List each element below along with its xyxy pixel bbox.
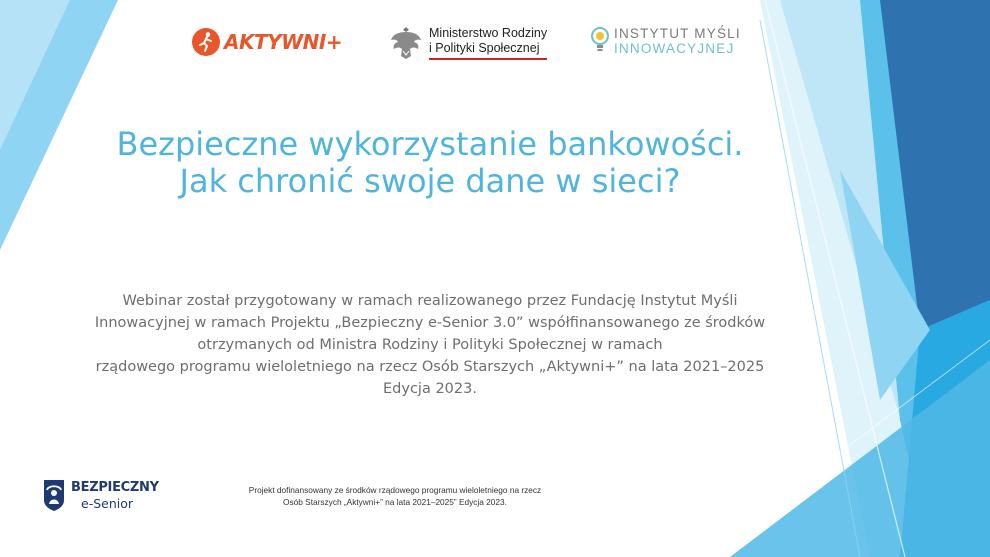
- aktywni-wordmark: AKTYWNI+: [224, 30, 343, 54]
- eagle-emblem-icon: [389, 24, 423, 62]
- description-line: otrzymanych od Ministra Rodziny i Polityki Społecznej w ramach: [197, 337, 663, 353]
- esenior-text: e-Senior: [81, 495, 134, 511]
- institute-name: [614, 26, 741, 56]
- slide-title: [70, 126, 790, 200]
- bezpieczny-text: BEZPIECZNY: [71, 479, 159, 495]
- ministry-name-line1: Ministerstwo Rodziny: [429, 26, 548, 40]
- shield-person-icon: [42, 478, 66, 512]
- ministry-name-line2: i Polityki Społecznej: [429, 41, 540, 55]
- ministry-logo: [389, 24, 547, 62]
- institute-logo: [590, 26, 741, 56]
- bezpieczny-esenior-logo: [42, 478, 159, 512]
- funding-footnote: [210, 484, 580, 508]
- description-line: Innowacyjnej w ramach Projektu „Bezpieczny e-Senior 3.0” współfinansowanego ze środków: [94, 315, 766, 331]
- footnote-line2: Osób Starszych „Aktywni+” na lata 2021–2025” Edycja 2023.: [283, 497, 507, 507]
- lightbulb-icon: [590, 26, 610, 56]
- logo-bar: [0, 22, 990, 72]
- running-figure-icon: [192, 28, 220, 56]
- webinar-description: [70, 290, 790, 400]
- ministry-name: [429, 26, 547, 60]
- slide-title-line1: Bezpieczne wykorzystanie bankowości.: [116, 125, 744, 163]
- description-line: Webinar został przygotowany w ramach realizowanego przez Fundację Instytut Myśli: [122, 293, 738, 309]
- bezpieczny-esenior-text: [71, 480, 159, 511]
- institute-name-line1: INSTYTUT MYŚLI: [614, 26, 741, 41]
- description-line: rządowego programu wieloletniego na rzecz Osób Starszych „Aktywni+” na lata 2021–2025: [95, 359, 765, 375]
- description-line: Edycja 2023.: [383, 381, 477, 397]
- footnote-line1: Projekt dofinansowany ze środków rządowego programu wieloletniego na rzecz: [248, 485, 542, 495]
- institute-name-line2: INNOWACYJNEJ: [614, 41, 735, 56]
- aktywni-logo: [192, 28, 342, 56]
- slide-title-line2: Jak chronić swoje dane w sieci?: [179, 162, 681, 200]
